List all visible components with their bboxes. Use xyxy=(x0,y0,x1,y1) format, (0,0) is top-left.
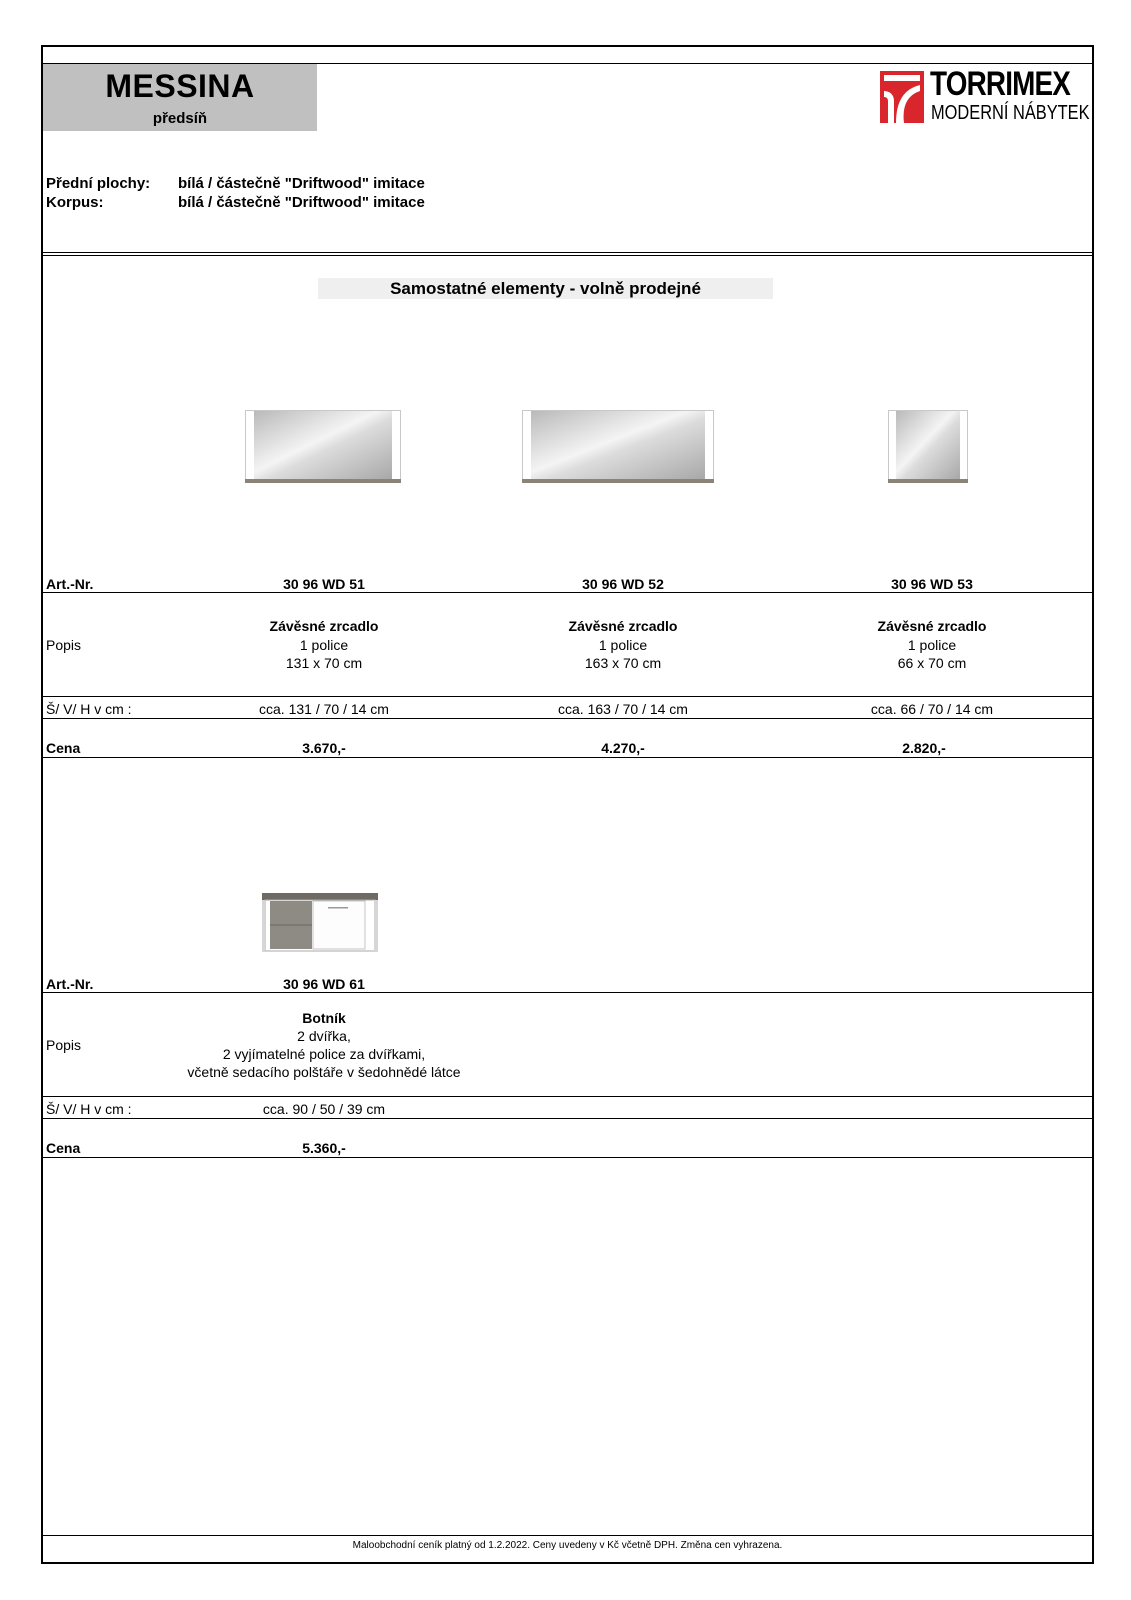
product-desc: včetně sedacího polštáře v šedohnědé látce xyxy=(187,1064,461,1080)
material-label-front: Přední plochy: xyxy=(46,175,151,192)
product-price: 3.670,- xyxy=(302,740,346,756)
row-divider xyxy=(43,757,1092,758)
product-name: Závěsné zrcadlo xyxy=(877,618,987,634)
page-title: MESSINA xyxy=(105,68,255,104)
mirror-wide-icon xyxy=(245,410,401,484)
product-desc: 2 dvířka, xyxy=(297,1028,351,1044)
footer-line xyxy=(43,1535,1092,1536)
art-number: 30 96 WD 51 xyxy=(283,576,365,592)
product-dims: cca. 163 / 70 / 14 cm xyxy=(558,701,688,717)
page-frame xyxy=(41,45,1094,1564)
product-dims: cca. 66 / 70 / 14 cm xyxy=(870,701,994,717)
section-banner xyxy=(318,278,773,299)
row-divider xyxy=(43,592,1092,593)
product-price: 2.820,- xyxy=(902,740,946,756)
product-dims: cca. 90 / 50 / 39 cm xyxy=(262,1101,386,1117)
row-divider xyxy=(43,1157,1092,1158)
price-label: Cena xyxy=(46,740,81,756)
page-subtitle: předsíň xyxy=(152,110,208,127)
art-number: 30 96 WD 53 xyxy=(891,576,973,592)
header-bottom-line-2 xyxy=(43,255,1092,256)
logo-wordmark: TORRIMEX xyxy=(930,65,1071,103)
mirror-wide-icon xyxy=(522,410,714,484)
product-price: 4.270,- xyxy=(601,740,645,756)
material-label-body: Korpus: xyxy=(46,194,104,211)
header-bottom-line xyxy=(43,252,1092,253)
product-dims: cca. 131 / 70 / 14 cm xyxy=(259,701,389,717)
product-desc: 2 vyjímatelné police za dvířkami, xyxy=(222,1046,426,1062)
dims-label: Š/ V/ H v cm : xyxy=(46,701,132,717)
row-divider xyxy=(43,992,1092,993)
art-label: Art.-Nr. xyxy=(46,976,94,992)
material-value-front: bílá / částečně "Driftwood" imitace xyxy=(178,175,425,192)
product-name: Botník xyxy=(302,1010,346,1026)
section-title: Samostatné elementy - volně prodejné xyxy=(390,279,701,298)
product-desc: 163 x 70 cm xyxy=(584,655,662,671)
mirror-small-icon xyxy=(888,410,968,484)
material-value-body: bílá / částečně "Driftwood" imitace xyxy=(178,194,425,211)
art-number: 30 96 WD 52 xyxy=(582,576,664,592)
product-desc: 131 x 70 cm xyxy=(285,655,363,671)
row-divider xyxy=(43,696,1092,697)
product-name: Závěsné zrcadlo xyxy=(269,618,379,634)
product-desc: 1 police xyxy=(598,637,648,653)
product-price: 5.360,- xyxy=(302,1140,346,1156)
torrimex-logo-icon xyxy=(880,71,924,123)
popis-label: Popis xyxy=(46,637,82,653)
torrimex-logo xyxy=(880,65,1090,125)
row-divider xyxy=(43,1118,1092,1119)
product-desc: 1 police xyxy=(299,637,349,653)
logo-tagline: MODERNÍ NÁBYTEK xyxy=(931,102,1090,124)
product-name: Závěsné zrcadlo xyxy=(568,618,678,634)
row-divider xyxy=(43,718,1092,719)
product-desc: 66 x 70 cm xyxy=(897,655,967,671)
footer-note: Maloobchodní ceník platný od 1.2.2022. Ceny uvedeny v Kč včetně DPH. Změna cen vyhrazena. xyxy=(352,1540,783,1551)
row-divider xyxy=(43,1096,1092,1097)
popis-label: Popis xyxy=(46,1037,82,1053)
price-label: Cena xyxy=(46,1140,81,1156)
dims-label: Š/ V/ H v cm : xyxy=(46,1101,132,1117)
art-number: 30 96 WD 61 xyxy=(283,976,365,992)
title-block xyxy=(43,64,317,131)
shoe-cabinet-icon xyxy=(262,893,378,952)
product-desc: 1 police xyxy=(907,637,957,653)
art-label: Art.-Nr. xyxy=(46,576,94,592)
